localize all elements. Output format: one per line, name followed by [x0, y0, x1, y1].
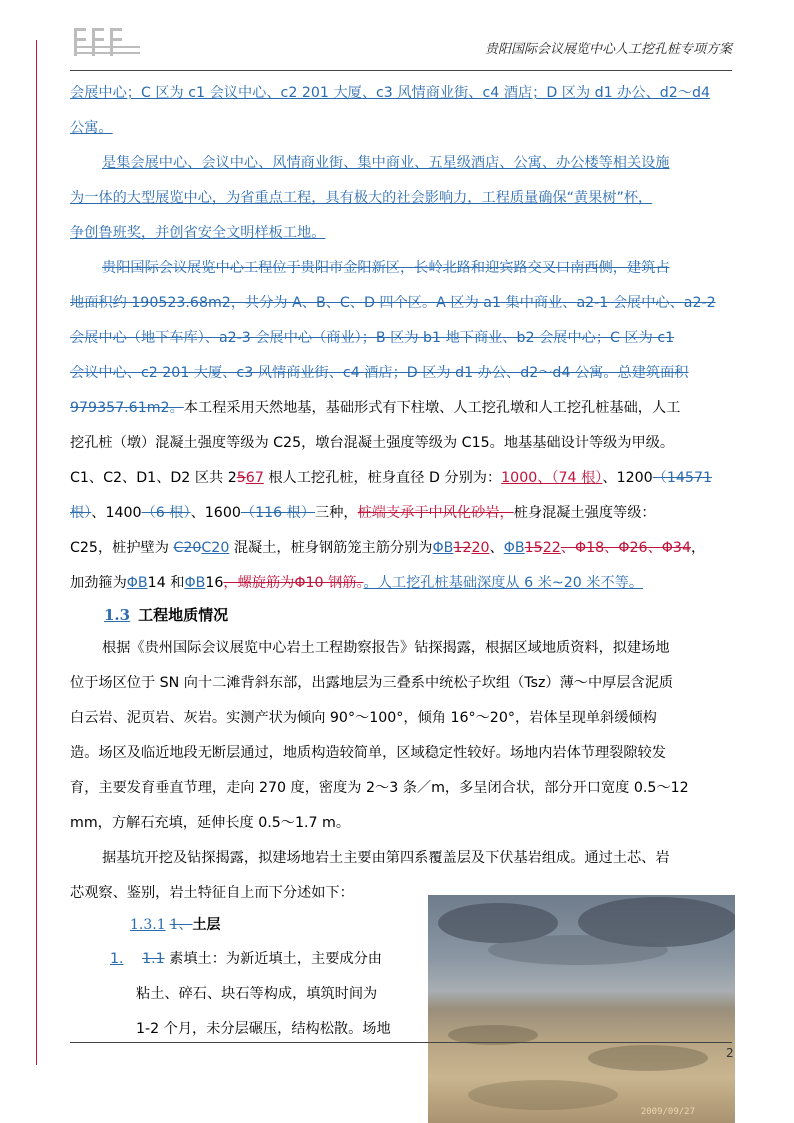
text-line: 造。场区及临近地段无断层通过，地质构造较简单，区域稳定性较好。场地内岩体节理裂隙较发: [70, 745, 666, 761]
section-heading: 1.3 工程地质情况: [104, 606, 229, 624]
text-line: mm，方解石充填，延伸长度 0.5～1.7 m。: [70, 815, 351, 831]
page-number: 2: [726, 1046, 734, 1060]
text-line: 会展中心（地下车库）、a2-3 会展中心（商业）；B 区为 b1 地下商业、b2 会展中心；C 区为 c1: [70, 330, 675, 346]
text-line: 育，主要发育垂直节理，走向 270 度，密度为 2～3 条／m，多呈闭合状，部分开口宽度 0.5～12: [70, 780, 689, 796]
text-line: C25，桩护壁为 C20C20 混凝土，桩身钢筋笼主筋分别为ΦB1220、ΦB1522、Φ18、Φ26、Φ34，: [70, 540, 706, 556]
text-line: 根据《贵州国际会议展览中心岩土工程勘察报告》钻探揭露，根据区域地质资料，拟建场地: [102, 640, 670, 656]
text-line: 979357.61m2。本工程采用天然地基，基础形式有下柱墩、人工挖孔墩和人工挖孔桩基础，人工: [70, 400, 681, 416]
header-rule: [70, 70, 732, 71]
text-line: C1、C2、D1、D2 区共 2567 根人工挖孔桩，桩身直径 D 分别为：1000、（74 根）、1200（14571: [70, 470, 712, 486]
text-line: 挖孔桩（墩）混凝土强度等级为 C25，墩台混凝土强度等级为 C15。地基基础设计等级为甲级。: [70, 435, 675, 451]
text-line: 是集会展中心、会议中心、风情商业街、集中商业、五星级酒店、公寓、办公楼等相关设施: [102, 155, 670, 171]
photo-timestamp: 2009/09/27: [640, 1107, 695, 1117]
company-logo: [72, 24, 140, 60]
text-line: 位于场区位于 SN 向十二滩背斜东部，出露地层为三叠系中统松子坎组（Tsz）薄～中厚层含泥质: [70, 675, 674, 691]
footer-rule: [70, 1042, 732, 1043]
text-line: 1. 1.1 素填土：为新近填土，主要成分由: [110, 951, 382, 967]
subsection-heading: 1.3.1 1、土层: [130, 917, 221, 933]
deleted-text: 979357.61m2。: [70, 400, 184, 416]
text-line: 根）、1400（6 根）、1600（116 根）三种，桩端支承于中风化砂岩，桩身混凝土强度等级：: [70, 505, 656, 521]
site-photo: [428, 895, 735, 1123]
text-line: 争创鲁班奖，并创省安全文明样板工地。: [70, 225, 326, 241]
text-line: 公寓。: [70, 120, 113, 136]
header-title: 贵阳国际会议展览中心人工挖孔桩专项方案: [484, 42, 732, 57]
text-line: 加劲箍为ΦB14 和ΦB16，螺旋筋为Φ10 钢筋。。人工挖孔桩基础深度从 6 米~20 米不等。: [70, 575, 644, 591]
text-line: 粘土、碎石、块石等构成，填筑时间为: [136, 986, 378, 1002]
text-line: 贵阳国际会议展览中心工程位于贵阳市金阳新区，长岭北路和迎宾路交叉口南西侧，建筑占: [102, 260, 670, 276]
margin-line: [36, 40, 37, 1065]
text-line: 白云岩、泥页岩、灰岩。实测产状为倾向 90°～100°，倾角 16°～20°，岩体呈现单斜缓倾构: [70, 710, 657, 726]
text-line: 据基坑开挖及钻探揭露，拟建场地岩土主要由第四系覆盖层及下伏基岩组成。通过土芯、岩: [102, 850, 670, 866]
text-line: 会展中心；C 区为 c1 会议中心、c2 201 大厦、c3 风情商业街、c4 酒店；D 区为 d1 办公、d2～d4: [70, 85, 711, 101]
text-line: 芯观察、鉴别，岩土特征自上而下分述如下：: [70, 885, 354, 901]
text-line: 1-2 个月，未分层碾压，结构松散。场地: [136, 1021, 391, 1037]
text-line: 为一体的大型展览中心，为省重点工程，具有极大的社会影响力，工程质量确保“黄果树”杯，: [70, 190, 653, 206]
text-line: 地面积约 190523.68m2，共分为 A、B、C、D 四个区。A 区为 a1 集中商业、a2-1 会展中心、a2-2: [70, 295, 716, 311]
text-line: 会议中心、c2 201 大厦、c3 风情商业街、c4 酒店；D 区为 d1 办公、d2～d4 公寓。总建筑面积: [70, 365, 689, 381]
